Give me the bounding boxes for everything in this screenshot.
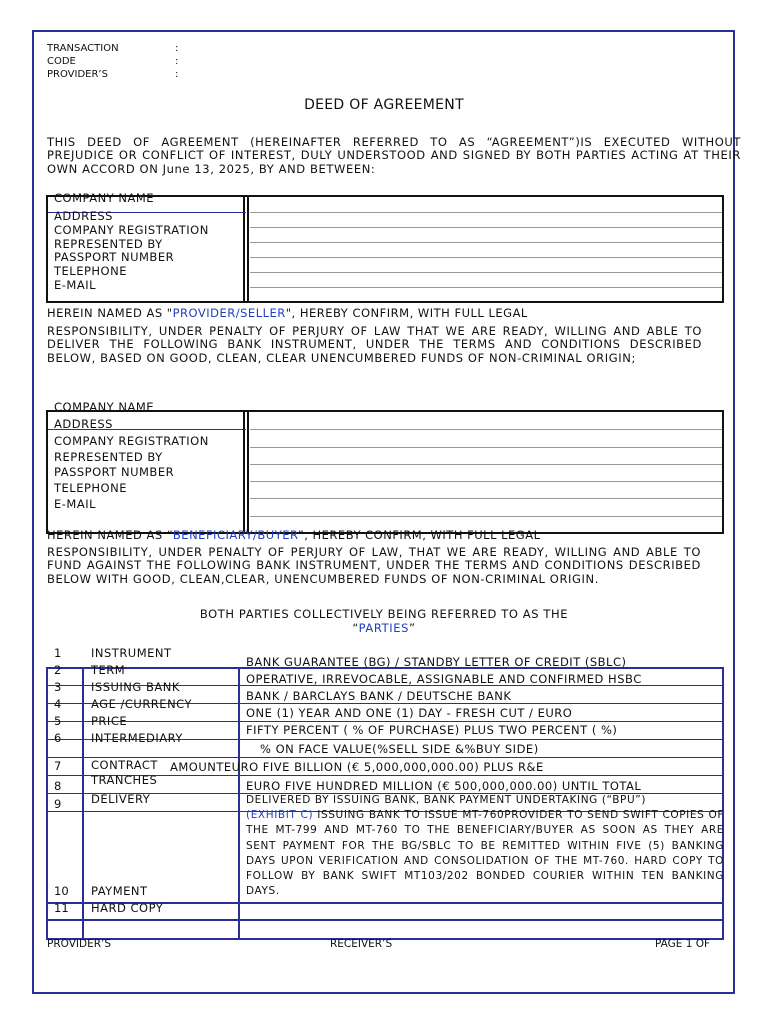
term-label-term: TERM — [91, 663, 126, 677]
row-number: 6 — [54, 731, 62, 745]
row-number: 3 — [54, 680, 62, 694]
parties-word: PARTIES — [358, 621, 410, 635]
field-telephone: TELEPHONE — [54, 264, 127, 278]
term-label-instrument: INSTRUMENT — [91, 646, 172, 660]
row-number: 10 — [54, 884, 69, 898]
providers-label: PROVIDER’S — [47, 69, 108, 80]
term-label-hard-copy: HARD COPY — [91, 901, 164, 915]
field-passport-number: PASSPORT NUMBER — [54, 465, 175, 479]
colon: : — [175, 56, 179, 67]
colon: : — [175, 69, 179, 80]
field-email: E-MAIL — [54, 278, 97, 292]
term-value-term: OPERATIVE, IRREVOCABLE, ASSIGNABLE AND CONFIRMED HSBC — [246, 672, 642, 686]
term-value-delivery: DELIVERED BY ISSUING BANK, BANK PAYMENT UNDERTAKING (“BPU”) (EXHIBIT C) ISSUING BANK TO ISSUE MT-760PROVIDER TO SEND SWIFT COPIES OF THE MT-799 AND MT-760 TO THE BENEFICIARY/BUYER AS SOON AS THEY ARE SENT PAYMENT FOR THE BG/SBLC TO BE REMITTED WITHIN FIVE (5) BANKING DAYS UPON VERIFICATION AND CONSOLIDATION OF THE MT-760. HARD COPY TO FOLLOW BY BANK SWIFT MT103/202 BONDED COURIER WITHIN TEN BANKING DAYS. — [246, 794, 725, 898]
code-label: CODE — [47, 56, 76, 67]
beneficiary-role: BENEFICIARY/BUYER — [172, 528, 298, 542]
term-value-intermediary: % ON FACE VALUE(%SELL SIDE &%BUY SIDE) — [260, 742, 539, 756]
row-number: 9 — [54, 797, 62, 811]
term-label-intermediary: INTERMEDIARY — [91, 731, 183, 745]
intro-paragraph: THIS DEED OF AGREEMENT (HEREINAFTER REFERRED TO AS “AGREEMENT”)IS EXECUTED WITHOUT PREJUDICE OR CONFLICT OF INTEREST, DULY UNDERSTOOD AND SIGNED BY BOTH PARTIES ACTING AT THEIR OWN ACCORD ON June 13, 2025, BY AND BETWEEN: — [47, 135, 741, 176]
term-value-issuing-bank: BANK / BARCLAYS BANK / DEUTSCHE BANK — [246, 689, 512, 703]
footer-providers: PROVIDER’S — [47, 938, 112, 950]
term-label-contract: CONTRACT — [91, 758, 158, 772]
row-number: 8 — [54, 779, 62, 793]
row-number: 5 — [54, 714, 62, 728]
term-label-payment: PAYMENT — [91, 884, 148, 898]
footer-page: PAGE 1 OF — [655, 938, 711, 950]
provider-statement-body: RESPONSIBILITY, UNDER PENALTY OF PERJURY OF LAW THAT WE ARE READY, WILLING AND ABLE TO DELIVER THE FOLLOWING BANK INSTRUMENT, UNDER THE TERMS AND CONDITIONS DESCRIBED BELOW, BASED ON GOOD, CLEAN, CLEAR UNENCUMBERED FUNDS OF NON-CRIMINAL ORIGIN; — [47, 324, 702, 365]
parties-term: “PARTIES” — [352, 621, 416, 635]
term-value-instrument: BANK GUARANTEE (BG) / STANDBY LETTER OF CREDIT (SBLC) — [246, 655, 627, 669]
provider-statement-line: HEREIN NAMED AS "PROVIDER/SELLER", HEREBY CONFIRM, WITH FULL LEGAL — [47, 306, 528, 320]
provider-role: PROVIDER/SELLER — [172, 306, 286, 320]
field-telephone: TELEPHONE — [54, 481, 127, 495]
term-value-price: FIFTY PERCENT ( % OF PURCHASE) PLUS TWO PERCENT ( %) — [246, 723, 618, 737]
term-label-issuing-bank: ISSUING BANK — [91, 680, 180, 694]
field-company-registration: COMPANY REGISTRATION — [54, 223, 209, 237]
document-title: DEED OF AGREEMENT — [304, 97, 464, 113]
transaction-label: TRANSACTION — [47, 43, 119, 54]
field-passport-number: PASSPORT NUMBER — [54, 250, 175, 264]
field-company-name: COMPANY NAME — [54, 191, 155, 205]
field-represented-by: REPRESENTED BY — [54, 237, 163, 251]
beneficiary-statement-body: RESPONSIBILITY, UNDER PENALTY OF PERJURY OF LAW, THAT WE ARE READY, WILLING AND ABLE TO FUND AGAINST THE FOLLOWING BANK INSTRUMENT, UNDER THE TERMS AND CONDITIONS DESCRIBED BELOW WITH GOOD, CLEAN,CLEAR, UNENCUMBERED FUNDS OF NON-CRIMINAL ORIGIN. — [47, 545, 701, 586]
row-number: 11 — [54, 901, 69, 915]
term-value-contract: AMOUNTEURO FIVE BILLION (€ 5,000,000,000.00) PLUS R&E — [170, 760, 544, 774]
row-number: 2 — [54, 663, 62, 677]
term-label-age-currency: AGE /CURRENCY — [91, 697, 193, 711]
row-number: 7 — [54, 759, 62, 773]
parties-line: BOTH PARTIES COLLECTIVELY BEING REFERRED TO AS THE — [199, 607, 569, 621]
field-represented-by: REPRESENTED BY — [54, 450, 163, 464]
term-label-price: PRICE — [91, 714, 128, 728]
colon: : — [175, 43, 179, 54]
field-company-name: COMPANY NAME — [54, 400, 155, 414]
term-label-tranches: TRANCHES — [91, 773, 158, 787]
term-value-age-currency: ONE (1) YEAR AND ONE (1) DAY - FRESH CUT / EURO — [246, 706, 573, 720]
field-address: ADDRESS — [54, 417, 113, 431]
term-label-delivery: DELIVERY — [91, 792, 151, 806]
exhibit-reference: (EXHIBIT C) — [246, 809, 314, 822]
field-email: E-MAIL — [54, 497, 97, 511]
row-number: 1 — [54, 646, 62, 660]
row-number: 4 — [54, 697, 62, 711]
field-address: ADDRESS — [54, 209, 113, 223]
term-value-tranches: EURO FIVE HUNDRED MILLION (€ 500,000,000.00) UNTIL TOTAL — [246, 779, 642, 793]
beneficiary-statement-line: HEREIN NAMED AS “BENEFICIARY/BUYER”, HEREBY CONFIRM, WITH FULL LEGAL — [47, 528, 541, 542]
footer-receivers: RECEIVER’S — [330, 938, 393, 950]
field-company-registration: COMPANY REGISTRATION — [54, 434, 209, 448]
